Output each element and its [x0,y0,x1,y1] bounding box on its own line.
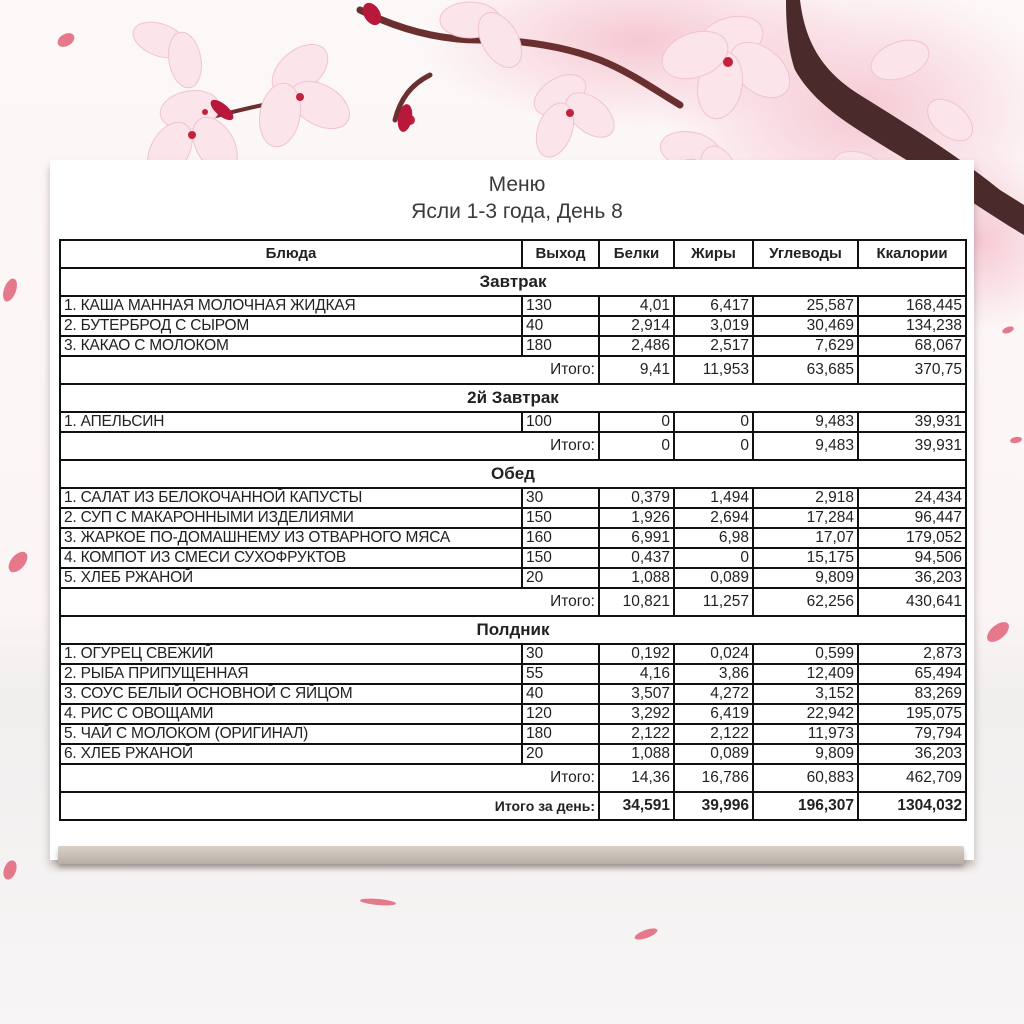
protein-cell: 2,122 [599,724,674,744]
fat-cell: 6,98 [674,528,753,548]
portion-cell: 150 [522,548,599,568]
subtotal-label: Итого: [60,588,599,616]
fat-cell: 2,122 [674,724,753,744]
subtotal-fat-cell: 16,786 [674,764,753,792]
table-row [60,744,966,764]
carbs-cell: 7,629 [753,336,858,356]
section-header-row [60,384,966,412]
section-header-row [60,460,966,488]
dish-name-cell: 1. ОГУРЕЦ СВЕЖИЙ [60,644,522,664]
dish-name-cell: 5. ХЛЕБ РЖАНОЙ [60,568,522,588]
protein-cell: 0,192 [599,644,674,664]
table-row [60,548,966,568]
column-header-kcal: Ккалории [858,240,966,268]
carbs-cell: 25,587 [753,296,858,316]
section-title: Завтрак [60,268,966,296]
fat-cell: 3,86 [674,664,753,684]
subtotal-carbs-cell: 63,685 [753,356,858,384]
portion-cell: 180 [522,336,599,356]
header-row [60,240,966,268]
table-row [60,316,966,336]
carbs-cell: 22,942 [753,704,858,724]
carbs-cell: 17,07 [753,528,858,548]
paper-stand [58,846,964,864]
carbs-cell: 30,469 [753,316,858,336]
subtotal-fat-cell: 11,953 [674,356,753,384]
portion-cell: 160 [522,528,599,548]
section-header-row [60,268,966,296]
carbs-cell: 9,809 [753,568,858,588]
subtotal-kcal-cell: 370,75 [858,356,966,384]
table-row [60,296,966,316]
dish-name-cell: 2. РЫБА ПРИПУЩЕННАЯ [60,664,522,684]
subtotal-protein-cell: 14,36 [599,764,674,792]
portion-cell: 40 [522,316,599,336]
subtotal-protein-cell: 0 [599,432,674,460]
portion-cell: 100 [522,412,599,432]
subtotal-carbs-cell: 9,483 [753,432,858,460]
fat-cell: 0,024 [674,644,753,664]
carbs-cell: 15,175 [753,548,858,568]
subtotal-carbs-cell: 62,256 [753,588,858,616]
portion-cell: 30 [522,644,599,664]
dish-name-cell: 3. ЖАРКОЕ ПО-ДОМАШНЕМУ ИЗ ОТВАРНОГО МЯСА [60,528,522,548]
subtotal-fat-cell: 0 [674,432,753,460]
protein-cell: 6,991 [599,528,674,548]
carbs-cell: 11,973 [753,724,858,744]
subtotal-carbs-cell: 60,883 [753,764,858,792]
carbs-cell: 17,284 [753,508,858,528]
section-header-row [60,616,966,644]
dish-name-cell: 1. САЛАТ ИЗ БЕЛОКОЧАННОЙ КАПУСТЫ [60,488,522,508]
subtotal-kcal-cell: 462,709 [858,764,966,792]
grand-total-carbs-cell: 196,307 [753,792,858,820]
protein-cell: 0 [599,412,674,432]
dish-name-cell: 1. АПЕЛЬСИН [60,412,522,432]
subtotal-label: Итого: [60,432,599,460]
subtotal-label: Итого: [60,356,599,384]
page-subtitle: Ясли 1-3 года, День 8 [411,200,623,223]
portion-cell: 55 [522,664,599,684]
section-title: Обед [60,460,966,488]
kcal-cell: 83,269 [858,684,966,704]
subtotal-row [60,356,966,384]
dish-name-cell: 5. ЧАЙ С МОЛОКОМ (ОРИГИНАЛ) [60,724,522,744]
kcal-cell: 36,203 [858,744,966,764]
kcal-cell: 94,506 [858,548,966,568]
column-header-fat: Жиры [674,240,753,268]
grand-total-fat-cell: 39,996 [674,792,753,820]
kcal-cell: 65,494 [858,664,966,684]
carbs-cell: 9,483 [753,412,858,432]
dish-name-cell: 2. СУП С МАКАРОННЫМИ ИЗДЕЛИЯМИ [60,508,522,528]
table-row [60,508,966,528]
fat-cell: 6,419 [674,704,753,724]
portion-cell: 20 [522,568,599,588]
dish-name-cell: 3. СОУС БЕЛЫЙ ОСНОВНОЙ С ЯЙЦОМ [60,684,522,704]
fat-cell: 1,494 [674,488,753,508]
menu-table [59,239,967,821]
table-row [60,664,966,684]
table-row [60,684,966,704]
fat-cell: 0 [674,548,753,568]
subtotal-label: Итого: [60,764,599,792]
subtotal-row [60,764,966,792]
table-row [60,644,966,664]
protein-cell: 2,486 [599,336,674,356]
protein-cell: 4,16 [599,664,674,684]
kcal-cell: 36,203 [858,568,966,588]
kcal-cell: 168,445 [858,296,966,316]
dish-name-cell: 4. КОМПОТ ИЗ СМЕСИ СУХОФРУКТОВ [60,548,522,568]
kcal-cell: 96,447 [858,508,966,528]
section-title: Полдник [60,616,966,644]
column-header-portion: Выход [522,240,599,268]
subtotal-row [60,432,966,460]
fat-cell: 2,694 [674,508,753,528]
table-row [60,336,966,356]
protein-cell: 3,507 [599,684,674,704]
protein-cell: 3,292 [599,704,674,724]
fat-cell: 6,417 [674,296,753,316]
protein-cell: 2,914 [599,316,674,336]
fat-cell: 0,089 [674,568,753,588]
kcal-cell: 179,052 [858,528,966,548]
column-header-protein: Белки [599,240,674,268]
kcal-cell: 68,067 [858,336,966,356]
portion-cell: 130 [522,296,599,316]
protein-cell: 0,437 [599,548,674,568]
kcal-cell: 24,434 [858,488,966,508]
dish-name-cell: 2. БУТЕРБРОД С СЫРОМ [60,316,522,336]
subtotal-row [60,588,966,616]
portion-cell: 120 [522,704,599,724]
carbs-cell: 2,918 [753,488,858,508]
kcal-cell: 2,873 [858,644,966,664]
grand-total-protein-cell: 34,591 [599,792,674,820]
table-row [60,528,966,548]
dish-name-cell: 3. КАКАО С МОЛОКОМ [60,336,522,356]
grand-total-kcal-cell: 1304,032 [858,792,966,820]
kcal-cell: 134,238 [858,316,966,336]
protein-cell: 0,379 [599,488,674,508]
dish-name-cell: 1. КАША МАННАЯ МОЛОЧНАЯ ЖИДКАЯ [60,296,522,316]
section-title: 2й Завтрак [60,384,966,412]
subtotal-kcal-cell: 430,641 [858,588,966,616]
page-title: Меню [488,173,546,196]
carbs-cell: 3,152 [753,684,858,704]
subtotal-protein-cell: 9,41 [599,356,674,384]
grand-total-label: Итого за день: [60,792,599,820]
portion-cell: 40 [522,684,599,704]
dish-name-cell: 4. РИС С ОВОЩАМИ [60,704,522,724]
protein-cell: 1,088 [599,744,674,764]
fat-cell: 4,272 [674,684,753,704]
portion-cell: 150 [522,508,599,528]
table-row [60,488,966,508]
portion-cell: 180 [522,724,599,744]
fat-cell: 0,089 [674,744,753,764]
kcal-cell: 195,075 [858,704,966,724]
table-row [60,724,966,744]
column-header-carbs: Углеводы [753,240,858,268]
carbs-cell: 0,599 [753,644,858,664]
protein-cell: 4,01 [599,296,674,316]
protein-cell: 1,088 [599,568,674,588]
kcal-cell: 39,931 [858,412,966,432]
subtotal-fat-cell: 11,257 [674,588,753,616]
fat-cell: 2,517 [674,336,753,356]
protein-cell: 1,926 [599,508,674,528]
subtotal-kcal-cell: 39,931 [858,432,966,460]
portion-cell: 30 [522,488,599,508]
dish-name-cell: 6. ХЛЕБ РЖАНОЙ [60,744,522,764]
table-row [60,412,966,432]
fat-cell: 0 [674,412,753,432]
table-row [60,568,966,588]
carbs-cell: 12,409 [753,664,858,684]
kcal-cell: 79,794 [858,724,966,744]
column-header-dish: Блюда [60,240,522,268]
portion-cell: 20 [522,744,599,764]
table-row [60,704,966,724]
subtotal-protein-cell: 10,821 [599,588,674,616]
grand-total-row [60,792,966,820]
carbs-cell: 9,809 [753,744,858,764]
fat-cell: 3,019 [674,316,753,336]
